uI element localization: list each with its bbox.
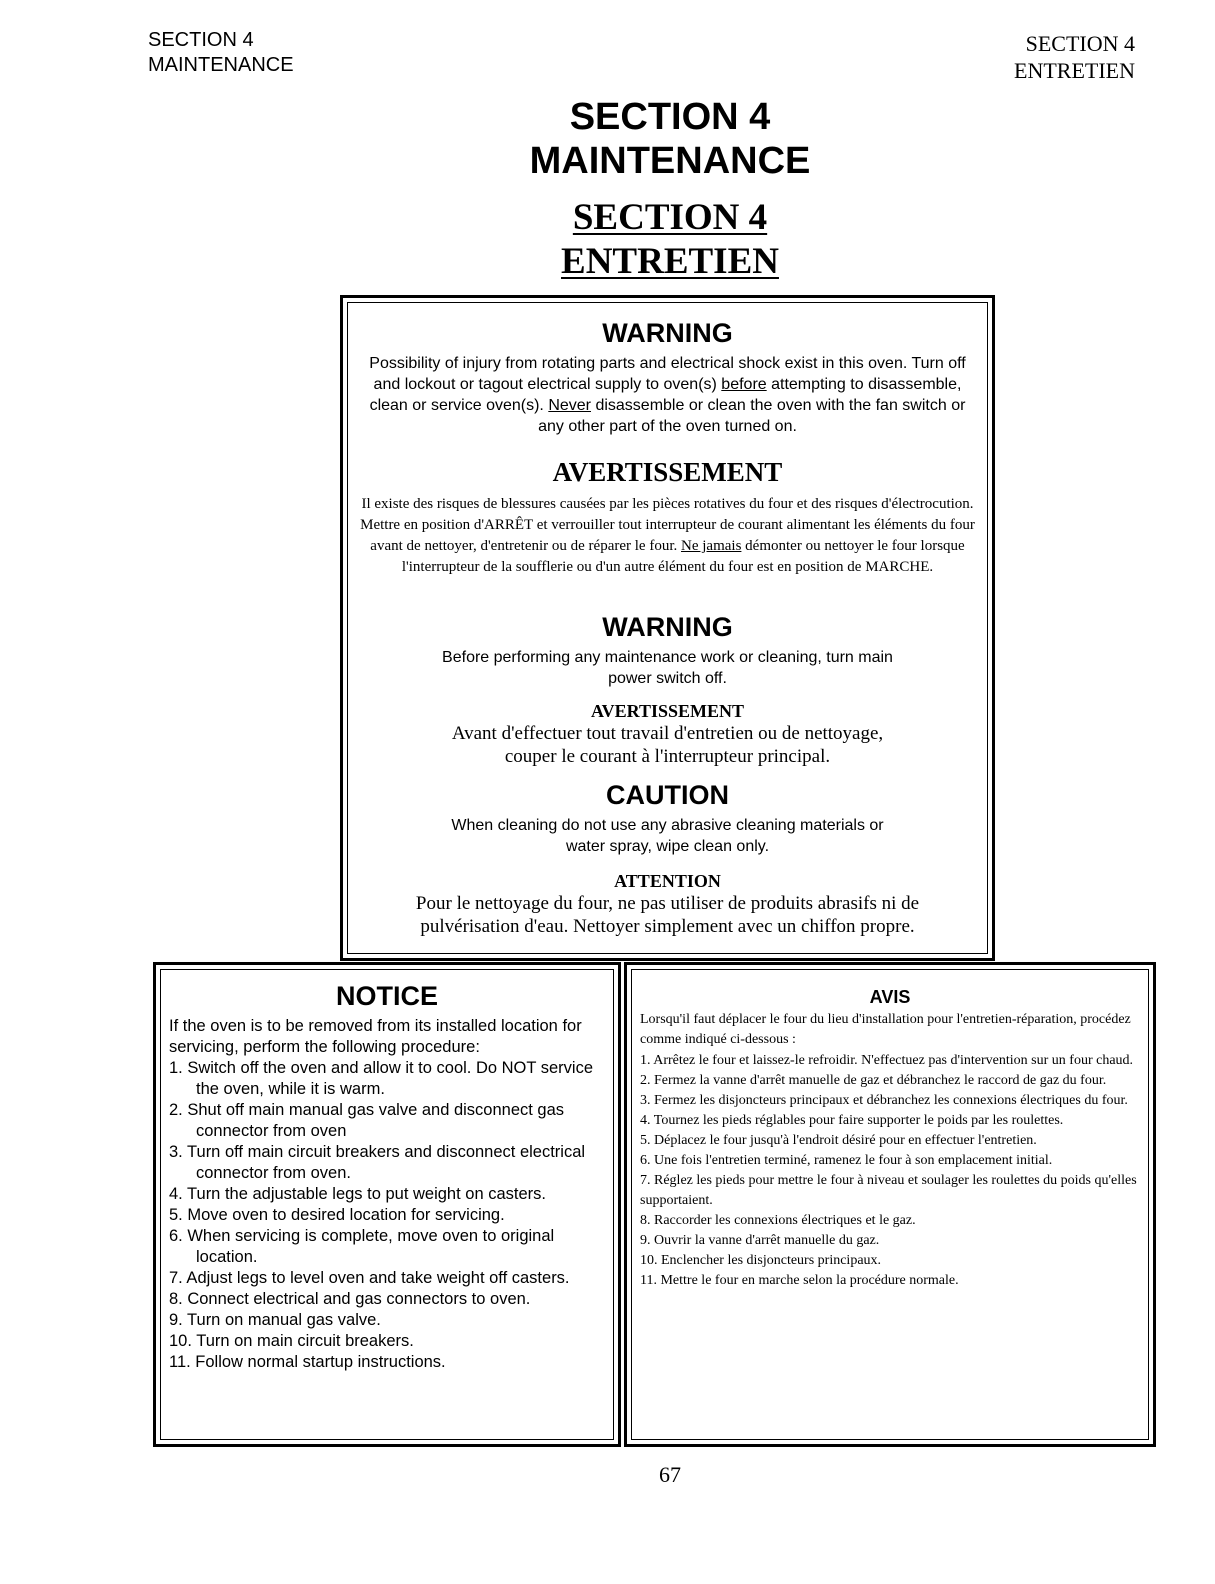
warning-text-1-never: Never bbox=[548, 397, 591, 414]
avertissement-text-1b: démonter ou nettoyer le four lorsque l'interrupteur de la soufflerie ou d'un autre élément du four est en position de MARCHE. bbox=[401, 538, 965, 575]
warning-heading-1: WARNING bbox=[602, 318, 733, 348]
avis-item-9: 9. Ouvrir la vanne d'arrêt manuelle du gaz. bbox=[640, 1233, 880, 1248]
avertissement-text-1-ne-jamais: Ne jamais bbox=[681, 538, 742, 554]
page-number: 67 bbox=[659, 1462, 681, 1487]
notice-item-8: 8. Connect electrical and gas connectors to oven. bbox=[169, 1290, 531, 1308]
avertissement-text-1 bbox=[350, 494, 985, 578]
attention-text: Pour le nettoyage du four, ne pas utiliser de produits abrasifs ni de pulvérisation d'eau. Nettoyer simplement avec un chiffon propre. bbox=[415, 893, 920, 937]
notice-box-inner bbox=[160, 969, 614, 1440]
avis-item-8: 8. Raccorder les connexions électriques et le gaz. bbox=[640, 1213, 916, 1228]
notice-list bbox=[169, 1058, 601, 1373]
avertissement-text-2: Avant d'effectuer tout travail d'entretien ou de nettoyage, couper le courant à l'interrupteur principal. bbox=[451, 723, 884, 767]
avertissement-text-1a: Il existe des risques de blessures causées par les pièces rotatives du four et des risques d'électrocution. Mettre en position d'ARRÊT et verrouiller tout interrupteur de courant alimentant les éléments du four avant de nettoyer, d'entretenir ou de réparer le four. bbox=[360, 496, 975, 554]
notice-heading: NOTICE bbox=[335, 981, 438, 1011]
caution-heading: CAUTION bbox=[606, 780, 729, 810]
avertissement-heading-2: AVERTISSEMENT bbox=[590, 701, 745, 721]
notice-item-10: 10. Turn on main circuit breakers. bbox=[169, 1332, 414, 1350]
notice-item-1: 1. Switch off the oven and allow it to cool. Do NOT service the oven, while it is warm. bbox=[169, 1059, 594, 1098]
header-left-line-2: MAINTENANCE bbox=[148, 54, 294, 76]
notice-item-3: 3. Turn off main circuit breakers and disconnect electrical connector from oven. bbox=[169, 1143, 586, 1182]
avis-box bbox=[624, 962, 1156, 1447]
avis-heading: AVIS bbox=[869, 987, 911, 1007]
caution-text: When cleaning do not use any abrasive cleaning materials or water spray, wipe clean only. bbox=[451, 817, 884, 855]
title-english-line-1: SECTION 4 bbox=[569, 96, 771, 138]
avertissement-heading-1: AVERTISSEMENT bbox=[552, 457, 783, 487]
avis-item-10: 10. Enclencher les disjoncteurs principaux. bbox=[640, 1253, 882, 1268]
avis-item-4: 4. Tournez les pieds réglables pour faire supporter le poids par les roulettes. bbox=[640, 1113, 1064, 1128]
title-french-line-1: SECTION 4 bbox=[572, 197, 768, 238]
notice-item-5: 5. Move oven to desired location for servicing. bbox=[169, 1206, 505, 1224]
avis-item-7: 7. Réglez les pieds pour mettre le four à niveau et soulager les roulettes du poids qu'elles supportaient. bbox=[640, 1173, 1137, 1208]
warning-text-1b: attempting to disassemble, clean or service oven(s). bbox=[369, 376, 962, 414]
title-french-line-2: ENTRETIEN bbox=[561, 241, 779, 282]
warning-text-1-before: before bbox=[721, 376, 767, 393]
notice-item-2: 2. Shut off main manual gas valve and disconnect gas connector from oven bbox=[169, 1101, 565, 1140]
notice-item-6: 6. When servicing is complete, move oven to original location. bbox=[169, 1227, 555, 1266]
notice-item-4: 4. Turn the adjustable legs to put weight on casters. bbox=[169, 1185, 546, 1203]
header-right-line-1: SECTION 4 bbox=[1025, 31, 1135, 56]
title-english-line-2: MAINTENANCE bbox=[529, 140, 811, 182]
warning-text-2: Before performing any maintenance work or cleaning, turn main power switch off. bbox=[442, 649, 893, 687]
header-right-line-2: ENTRETIEN bbox=[1014, 58, 1135, 83]
notice-item-9: 9. Turn on manual gas valve. bbox=[169, 1311, 381, 1329]
avis-item-1: 1. Arrêtez le four et laissez-le refroidir. N'effectuez pas d'intervention sur un four chaud. bbox=[640, 1053, 1134, 1068]
title-french bbox=[0, 196, 1215, 284]
avis-item-6: 6. Une fois l'entretien terminé, ramenez le four à son emplacement initial. bbox=[640, 1153, 1053, 1168]
avis-item-2: 2. Fermez la vanne d'arrêt manuelle de gaz et débranchez le raccord de gaz du four. bbox=[640, 1073, 1107, 1088]
header-left-line-1: SECTION 4 bbox=[148, 29, 254, 51]
warning-text-1 bbox=[358, 353, 977, 437]
notice-item-11: 11. Follow normal startup instructions. bbox=[169, 1353, 446, 1371]
warning-text-1a: Possibility of injury from rotating parts and electrical shock exist in this oven. Turn off and lockout or tagout electrical supply to oven(s) bbox=[369, 355, 966, 393]
avis-box-inner bbox=[631, 969, 1149, 1440]
avis-intro: Lorsqu'il faut déplacer le four du lieu d'installation pour l'entretien-réparation, procédez comme indiqué ci-dessous : bbox=[640, 1012, 1131, 1047]
title-english bbox=[0, 95, 1215, 183]
attention-heading: ATTENTION bbox=[614, 871, 721, 891]
warning-box bbox=[340, 295, 995, 961]
notice-intro: If the oven is to be removed from its installed location for servicing, perform the following procedure: bbox=[169, 1017, 582, 1056]
header-left bbox=[148, 28, 294, 78]
header-right bbox=[1014, 30, 1135, 84]
warning-text-1c: disassemble or clean the oven with the fan switch or any other part of the oven turned on. bbox=[538, 397, 966, 435]
avis-list bbox=[640, 1051, 1138, 1291]
warning-box-inner bbox=[347, 302, 988, 954]
warning-heading-2: WARNING bbox=[602, 612, 733, 642]
avis-item-3: 3. Fermez les disjoncteurs principaux et débranchez les connexions électriques du four. bbox=[640, 1093, 1128, 1108]
notice-box bbox=[153, 962, 621, 1447]
avis-item-11: 11. Mettre le four en marche selon la procédure normale. bbox=[640, 1273, 959, 1288]
notice-item-7: 7. Adjust legs to level oven and take weight off casters. bbox=[169, 1269, 570, 1287]
avis-item-5: 5. Déplacez le four jusqu'à l'endroit désiré pour en effectuer l'entretien. bbox=[640, 1133, 1037, 1148]
